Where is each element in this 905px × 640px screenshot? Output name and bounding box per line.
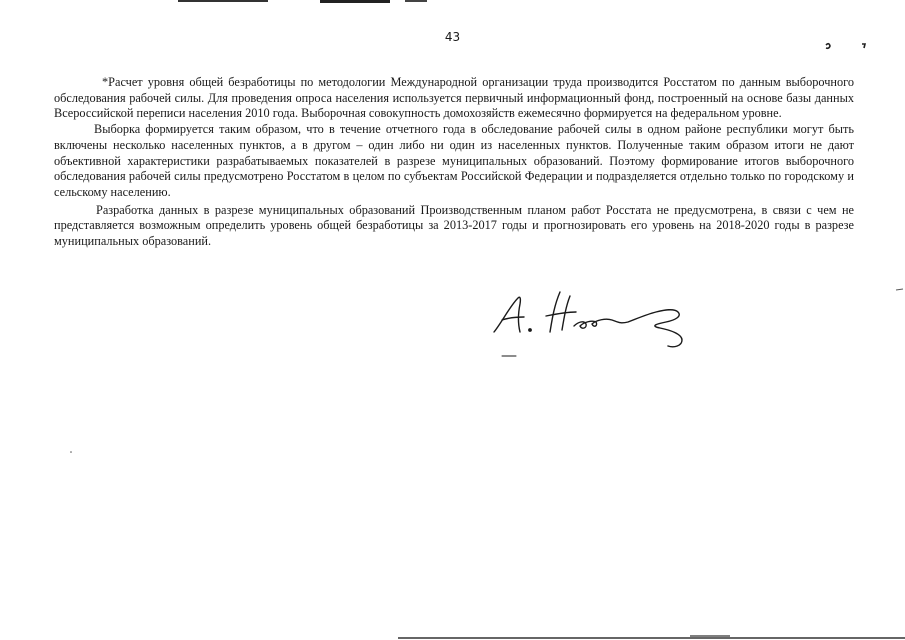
document-body bbox=[54, 75, 854, 250]
scan-dot-left bbox=[70, 451, 72, 453]
handwritten-signature-icon bbox=[488, 282, 693, 362]
scan-line-top-right bbox=[405, 0, 427, 2]
scan-line-top-left bbox=[178, 0, 268, 2]
paragraph-1: *Расчет уровня общей безработицы по методологии Международной организации труда производится Росстатом по данным выборочного обследования рабочей силы. Для проведения опроса населения используется первичный информационный фонд, построенный на основе базы данных Всероссийской переписи населения 2010 года. Выборочная совокупность домохозяйств ежемесячно формируется на федеральном уровне. bbox=[54, 75, 854, 121]
page-number: 43 bbox=[444, 30, 461, 44]
paragraph-2: Выборка формируется таким образом, что в течение отчетного года в обследование рабочей силы в одном районе республики могут быть включены несколько населенных пунктов, а в другом – один либо ни один из населенных пунктов. Полученные таким образом итоги не дают объективной характеристики разрабатываемых показателей в разрезе муниципальных образований. Поэтому формирование итогов выборочного обследования рабочей силы предусмотрено Росстатом в целом по субъектам Российской Федерации и подразделяется отдельно только по городскому и сельскому населению. bbox=[54, 122, 854, 199]
scan-mark-tr-2 bbox=[862, 44, 865, 48]
paragraph-3: Разработка данных в разрезе муниципальных образований Производственным планом работ Росстата не предусмотрена, в связи с чем не представляется возможным определить уровень общей безработицы за 2013-2017 годы и прогнозировать его уровень на 2018-2020 годы в разрезе муниципальных образований. bbox=[54, 202, 854, 249]
scan-line-top-mid bbox=[320, 0, 390, 3]
scan-mark-right bbox=[896, 289, 903, 290]
scan-mark-tr-1 bbox=[826, 44, 830, 49]
